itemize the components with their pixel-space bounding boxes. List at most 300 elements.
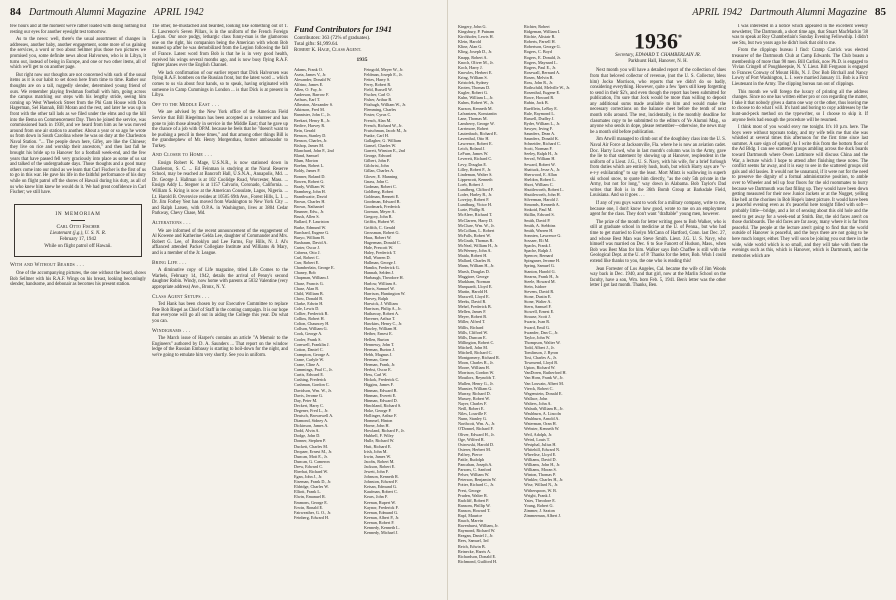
- contributor-name: Hamlin, Frederick G.: [364, 265, 400, 271]
- contributor-name: Cabrera, Otto J.: [294, 249, 321, 255]
- contributor-name: Hebb, Magnus J.: [364, 351, 393, 357]
- contributor-name: Maggiore, George: [458, 273, 489, 279]
- contributor-name: Oliver, Edward H., Jr.: [458, 431, 495, 437]
- contributor-name: Hinchland, Richard S.: [364, 402, 402, 408]
- contributor-name: Cole, Lewis D.: [294, 306, 320, 311]
- issue-month: APRIL 1942: [154, 7, 204, 18]
- contributor-name: Skillin, Edward S.: [524, 212, 555, 218]
- contributor-name: Boldy, James F.: [294, 168, 321, 174]
- contributor-name: Harrison, Philip A., Jr.: [364, 306, 402, 311]
- paragraph: One of the accompanying pictures, the one without the beard, shows Bob Sellmer with his R.A.F. Wings on his breast, looking becomingly slender, handsome, and debonair as becomes his present station.: [10, 270, 146, 288]
- paragraph: If any of you guys want to work for a military company, write to me, because one, I don't know how good, wrote to me on an employment agent for the class. They don't want "draftable" young men, however.: [590, 200, 726, 218]
- contributor-name: Brush, Allen S.: [294, 214, 320, 220]
- contributor-name: Stone, Walter A.: [524, 299, 552, 305]
- contributor-name: Hagerman, Donald C.: [364, 239, 401, 245]
- contributor-name: Vierck, Robert C.: [524, 385, 554, 391]
- contributor-name: Washburn, Arnold A.: [524, 416, 560, 422]
- contributor-name: Smith, Warren H.: [524, 227, 554, 233]
- contributor-name: Brady, William W.: [294, 183, 326, 189]
- contributor-name: Parsons, C. Sanford: [458, 467, 492, 473]
- contributor-name: Gansel, Charles W.: [364, 143, 397, 148]
- contributor-name: Shuttleworth, John H.: [524, 192, 561, 198]
- contributor-name: Laventhal, Otto H.: [458, 136, 490, 142]
- contributor-name: Millis, Richard: [458, 324, 484, 330]
- contributor-name: Mann, William H., Jr.: [458, 263, 495, 269]
- contributor-name: Townsend, Lloyd B.: [524, 360, 559, 366]
- contributor-name: Mills, Clifford W.: [458, 329, 488, 335]
- contributor-name: Lippencott, Kenneth: [458, 176, 493, 182]
- contributor-name: Field, Russell W.: [364, 86, 393, 92]
- contributor-name: Diamond, Sidney A.: [294, 418, 329, 424]
- contributor-name: Harrison, Huntington W.: [364, 290, 406, 296]
- contributor-name: Zimmer, J. Saxton: [524, 507, 555, 513]
- contributor-name: Foster, Cyrus C.: [364, 112, 392, 118]
- contributor-name: Stanton, Harold G.: [524, 268, 556, 274]
- contributor-name: Keenan, Robert F.: [364, 519, 395, 525]
- contributor-name: Russell, Dudley J.: [524, 115, 555, 121]
- contributor-name: Lansberry, George W.: [458, 120, 495, 126]
- contributor-name: Smith, David P.: [524, 217, 551, 223]
- paragraph: The March issue of Harper's contains an article "A Memoir to the Engineers" authored by D. A. Saunders ... That report on the window ledge of the Russian Embassy is starting to boil-down for the night, and we're going to emulate him very shortly. See you in uniform.: [152, 336, 288, 358]
- contributor-name: Stein, Isidore: [524, 283, 547, 289]
- contributor-name: Lane, Thomas M.: [458, 115, 488, 121]
- contributor-name: Yates, Theodore E.: [524, 497, 556, 503]
- contributor-name: Rauch, Marvin: [458, 518, 484, 524]
- left-column-1: [10, 24, 146, 600]
- contributor-name: Weird, Louis T.: [524, 436, 551, 442]
- contributor-name: Hinman, Edward B.: [364, 387, 398, 393]
- contributor-name: Todd, Albert J., Jr.: [524, 344, 555, 350]
- contributor-name: Robertson, George G.: [524, 44, 561, 50]
- contributor-name: Lafrantzen, Konstantin: [458, 110, 497, 116]
- contributor-name: Strause, Scott J.: [524, 314, 551, 320]
- contributor-name: Duckett, Charles M.: [294, 443, 328, 449]
- paragraph: Next month you will have a detailed report of the collection of dues from that beloved collector of revenue, (not the U. S. Collector, bless him) Jocko Morrison, who reports that we didn't do so badly, considering everything. However, quite a few 'ipers still keep forgetting to send in their $2's, and even though the report has been submitted for publication, I'm sure that Jock would be more than willing to deposit any additional sums made available to him and would make the necessary corrections on the balance sheet before the tenth of next month rolls around. The rest, incidentally, is the monthly deadline for classmates copy to be submitted to the editors of Ye Alumni Mag., so anyone who sends in dope, please remember—otherwise, the news may be a month old before publication.: [590, 68, 726, 135]
- contributor-name: Rogers, E. Donald, Jr.: [524, 54, 561, 60]
- contributor-name: Loeb, Robert J.: [458, 181, 484, 187]
- contributor-name: Maxwell, Lloyd E.: [458, 293, 490, 299]
- contributor-name: Taylor, John W.: [524, 334, 551, 340]
- contributor-name: Ravenhurst, William, Jr.: [458, 523, 499, 529]
- contributor-name: Neill, Robert E.: [458, 406, 485, 412]
- contributor-name: Washburn, A. Lincoln: [524, 411, 561, 417]
- contributor-name: Stowell, Ernest E.: [524, 309, 555, 315]
- total-gifts-stat: Total gifts: $1,999.64.: [294, 42, 339, 47]
- contributor-name: Irwin, James W.: [364, 453, 391, 459]
- contributor-name: Buxbaum, David A.: [294, 239, 328, 245]
- contributor-name: Donner, Stephen P.: [294, 438, 326, 444]
- page-number: 84: [10, 6, 21, 18]
- contributor-name: Wallace, John: [524, 395, 548, 401]
- contributor-name: Van Louvain, Albert M.: [524, 380, 564, 386]
- contributor-name: Higgins, James F.: [364, 382, 394, 388]
- right-running-head: [458, 6, 886, 20]
- contributor-name: Kuhn, William L., Jr.: [458, 95, 494, 101]
- contributor-name: Dodd, Alvin A.: [294, 428, 320, 434]
- contributor-name: Bullard, F. Lauriston: [294, 219, 329, 225]
- contributor-name: Moon, Charles R., Jr.: [458, 360, 494, 366]
- contributor-name: Seeley, Ralph H., Jr.: [524, 151, 559, 157]
- paragraph: Ted Hank has been chosen by our Executive Committee to replace Pete Bob Riegel as Chief of Staff in the coming campaign. It is our hope that everyone will go all out in aiding the College this year. Do what you can.: [152, 302, 288, 324]
- memoriam-rank: Lieutenant (j.g.), U. S. N. R.: [49, 230, 107, 236]
- contributor-name: Koch, Harry J.: [458, 64, 483, 70]
- paragraph: This month we will forego the luxury of printing all the address changes. Since no one has written either pro or con regarding the matter, I take it that nobody gives a damn one way or the other, thus leaving me to choose to do what I will. It's hard and boring to copy addresses by the hunt-and-peck method on the typewriter, so I choose to skip it. If anyone feels bad enough the procedure will be resumed.: [732, 89, 868, 123]
- contributor-name: Branthwaite, David: [294, 193, 327, 199]
- contributor-name: Beekart, Henry R., Jr.: [294, 117, 331, 123]
- contributor-name: McFalls, Robert W.: [458, 232, 491, 238]
- contributor-name: Goldman, Bennett E.: [364, 193, 400, 199]
- contributor-name: Lurie, Phillip R.: [458, 207, 486, 213]
- contributor-name: Rubin, Jack B.: [524, 100, 549, 106]
- contributor-name: Saunders, Donald K.: [524, 136, 559, 142]
- contributor-name: Potter, Richard C., Jr.: [458, 482, 495, 488]
- contributor-name: Lundburg, Victor H.: [458, 202, 493, 208]
- contributor-name: Hawkins, Henry C., Jr.: [364, 321, 403, 327]
- contributor-name: Kennedy, Kenneth L.: [364, 525, 400, 531]
- fund-title: Fund Contributors for 1941: [294, 24, 393, 34]
- contributor-name: Davidson, Wm. W., Jr.: [294, 387, 332, 393]
- contributor-name: Saunders, Dean A.: [524, 130, 556, 136]
- contributor-name: Ostrowski, Harold D.: [458, 441, 495, 447]
- contributor-name: Murray, Richard D.: [458, 390, 491, 396]
- contributor-name: Gnass, John C.: [364, 178, 390, 184]
- contributor-name: Kristofek, Sydney: [458, 80, 489, 86]
- contributor-name: Ranson, Howard T.: [458, 507, 491, 513]
- contributor-name: Dropaer, Ernest M., Jr.: [294, 448, 333, 454]
- contributor-name: Griffin, Hubert W.: [364, 219, 395, 225]
- contributor-name: Elwin, Emanuel R.: [294, 494, 326, 500]
- contributor-name: Cushing, Frederick: [294, 377, 327, 383]
- contributor-name: Jackson, Robert E.: [364, 463, 396, 469]
- contributor-name: Hubbell, F. Wiley: [364, 433, 394, 439]
- contributor-name: Pattle, Rudolph: [458, 456, 485, 462]
- contributor-name: Sinkoid, Paul M.: [524, 207, 553, 213]
- contributor-name: Kring, William S.: [458, 74, 488, 80]
- contributor-name: Funke, Carl H.: [364, 132, 389, 138]
- contributor-name: Kuhns, Robert W., Jr.: [458, 100, 494, 106]
- contributor-name: Osterer, Herbert M.: [458, 446, 491, 452]
- paragraph: The other, be-mustached and bearded, looking like something out of T. E. Lawrence's Seven Pillars, is in the uniform of the French Foreign Legion. Our once pudgy, lethargic class funny-man is the glamorous one on the right, his companion being the American with whom Bob teamed up after he was demobilized from the Legion following the fall of France. Latest word from Bob is that he is in very good health, received his wings several months ago, and is now busy flying R.A.F. fighter planes over the English Channel.: [152, 24, 288, 69]
- contributor-name: Chapman, William J.: [294, 275, 330, 281]
- contributor-name: Nunn, Stanley G.: [458, 416, 488, 422]
- class-notes-column-1: [590, 24, 726, 600]
- contributor-name: Brown, Nathaniel: [294, 204, 324, 210]
- contributor-name: Bedive, Harvey R.: [294, 122, 326, 128]
- contributor-name: Spinganer, Jerome H.: [524, 258, 561, 264]
- contributor-name: McCollum, L. Robert: [458, 227, 495, 233]
- contributor-name: Nayer, Charles F.: [458, 400, 488, 406]
- contributor-name: Larrimore, Robert: [458, 125, 489, 131]
- contributor-name: Mitchell, Richard C.: [458, 350, 493, 355]
- contributor-name: Pancahan, Joseph A.: [458, 462, 493, 468]
- contributor-name: Bonner, Roland D.: [294, 173, 326, 179]
- contributor-name: Bland, Samuel: [294, 153, 319, 159]
- contributor-name: Stearns, Frank H., Jr.: [524, 273, 560, 279]
- section-heading: With and Without Beards . . .: [10, 262, 84, 269]
- contributor-name: Waterman, Oran H.: [524, 421, 557, 427]
- memoriam-note: While on flight patrol off Hawaii.: [44, 243, 112, 249]
- contributor-name: Lautenbach, Richard E.: [458, 130, 498, 136]
- contributor-name: Adams, Frank O.: [294, 66, 323, 72]
- contributor-name: Hinman, Edward D.: [364, 397, 398, 403]
- contributor-name: Maida, Robert H.: [458, 253, 488, 259]
- class-numeral: 1936: [634, 28, 678, 54]
- contributor-name: Curtis, Edward E.: [294, 372, 325, 378]
- contributor-name: Heiber, Ernest E.: [364, 331, 393, 337]
- contributor-name: Allen, O. Fay, Jr.: [294, 86, 323, 92]
- contributor-name: Clarke, Edwin H.: [294, 300, 324, 306]
- contributor-name: Buryo, William B.: [294, 234, 325, 240]
- contributor-name: Keenan, Rupert W.: [364, 499, 396, 505]
- contributor-name: Serval, William H.: [524, 156, 556, 162]
- contributor-name: Raymond, Richard W.: [458, 528, 496, 534]
- contributor-name: Carl, Robert C.: [294, 255, 320, 261]
- contributor-name: Garrett, Winston E., 2nd: [364, 148, 405, 154]
- paragraph: Jim Atwill managed to climb out of the doughboy class into the U. S. Naval Air Force at Jacksonville, Fla. where he is now an aviation cadet. Doc. Harry Lowd, who in last month's column was in the Army, gave the lie to that statement by showing up at Hanover, resplendent in the uniform of a Lieut. J.G., U. S. Navy, with his wife, for a brief furlough from duties which are entirely hush, hush, but which Harry says are "v-e-r-y exhilarating" to say the least. Mort Mintz is wallowing in superb ski school snow, to quote him directly, "as the only 5th private in the Army, but not for long," way down in Alabama. Bob Taylor's Dad writes that Bob is in the 36th Bomb Group at Barksdale Field, Louisiana. And so it goes . . .: [590, 137, 726, 199]
- contributor-name: Deckert, Harry C.: [294, 402, 324, 408]
- contributor-name: Keenan, Albert P., Jr.: [364, 514, 400, 520]
- contributor-name: Drew, Edward C.: [294, 463, 324, 469]
- contributor-name: Wagenstein, Donald E.: [524, 390, 563, 396]
- contributor-name: Wright, Frank J.: [524, 492, 552, 498]
- secretary-line: Secretary, EDWARD T. CHAMBERLAIN JR.: [615, 53, 701, 59]
- contributor-name: Duncan, Mott E., Jr.: [294, 453, 328, 459]
- contributor-name: Morrison, Gordon W.: [458, 370, 495, 376]
- contributor-name: Deutsch, Brownwell A.: [294, 412, 334, 418]
- contributor-name: Bannister, John C., Jr.: [294, 112, 331, 118]
- contributor-list-a: [294, 67, 360, 536]
- paragraph: We are advised by the New York office of the American Field Service that Bill Riegelman has been accepted as a volunteer and has gone to join those already in service in the Middle East; that he gave up the chance of a job with OP.M. because he feels that he "doesn't want to be pushing a pencil in these times," and that among other things Bill is the grandnephew of Mr. Henry Morgenthau, former ambassador to Turkey.: [152, 110, 288, 149]
- contributor-name: Ferry, Robert R.: [364, 81, 392, 87]
- contributor-name: Cornwell, Franklin J.: [294, 341, 330, 347]
- contributor-name: Williams, David D.: [524, 456, 557, 462]
- contributor-name: Mellen, James F.: [458, 309, 487, 315]
- contributor-name: Hale, Prescott W.: [364, 244, 394, 250]
- contributor-name: Kling, Joseph D., Jr.: [458, 49, 493, 55]
- class-year: 1935: [356, 57, 368, 63]
- contributor-name: Millington, Robert C.: [458, 339, 495, 345]
- contributor-name: Montgomery, Richard R.: [458, 355, 500, 361]
- contributor-name: Kingsbury, P. Putnam: [458, 29, 495, 35]
- contributor-name: Kirchhofer, Lewis H.: [458, 34, 494, 40]
- contributor-name: Herman, Burton J.: [364, 346, 395, 352]
- contributor-name: Pelser, William W.: [458, 472, 490, 478]
- memoriam-heading: IN MEMORIAM: [55, 210, 101, 217]
- contributor-name: Gillan, Charles A.: [364, 168, 395, 174]
- contributor-name: Crane, Cline A.: [294, 362, 321, 368]
- contributor-name: Hinman, Everett E.: [364, 392, 397, 398]
- contributor-name: Hallman, George J.: [364, 260, 397, 266]
- right-page: [448, 0, 896, 600]
- contributor-name: McClure, Wm. W., Jr.: [458, 222, 495, 228]
- contributor-name: Shattuck, Jesse A., Jr.: [524, 166, 561, 172]
- contributor-name: Wheelise, Lloyd E.: [524, 451, 557, 457]
- contributor-name: Crane, Carlyle W.: [294, 356, 325, 362]
- contributor-name: Reich, Edwin B.: [458, 543, 486, 549]
- contributor-name: Witherspoon, W. B.: [524, 487, 557, 493]
- contributor-name: Spencer, Bernard: [524, 253, 553, 259]
- contributor-name: Marquardt, Lloyd E.: [458, 283, 493, 289]
- contributor-name: George, Edward: [364, 153, 392, 159]
- paragraph: I was interested in a notice which appeared in the excellent weekly newsletter, The Dartmouth, a short time ago, that Stuart MacMackin '38 was to speak at Roy Chamberlain's Sunday Evening Fellowship. I didn't see Stu, but two years ago he didn't look that old to me.: [732, 24, 868, 46]
- contributor-name: French, Richard W., Jr.: [364, 122, 403, 128]
- section-heading: Class Agent Setups . . .: [152, 293, 210, 300]
- contributor-name: Radcliff, Robert P.: [458, 497, 490, 503]
- contributor-name: Hathaway, Robert A.: [364, 311, 400, 317]
- contributor-name: Chow, Donald B.: [294, 295, 324, 301]
- contributor-name: Cook, George A.: [294, 331, 323, 337]
- contributor-name: Arthurs, Earl T.: [294, 97, 321, 103]
- contributor-name: Gregory, John R.: [364, 214, 393, 220]
- contributor-name: Flemming, Charles: [364, 107, 397, 113]
- paragraph: We are informed of the recent announcement of the engagement of Al Kowene and Katherine Gelda Lee, daughter of Commander and Mrs. Robert G. Lee, of Brooklyn and Lee Farms, Fay Hills, N. J. Al's affianced attended Packer Collegiate Institute and Williams & Mary, and is a member of the Jr. League.: [152, 228, 288, 256]
- contributor-name: Cummings, Paul C., Jr.: [294, 367, 333, 373]
- left-column-2: [152, 24, 288, 600]
- contributor-name: Knoch, Oliver M., Jr.: [458, 59, 494, 65]
- contributor-name: Palfrey, Pierce: [458, 451, 483, 457]
- contributor-name: Tomlinson, J. Byron: [524, 350, 559, 355]
- contributor-name: Lundberg, Clifford F.: [458, 187, 494, 192]
- contributor-name: Carr, Robert E.: [294, 260, 320, 266]
- contributor-name: Silverman, Harold J.: [524, 197, 559, 203]
- contributor-name: Meyer, Robert B.: [458, 314, 488, 320]
- paragraph: Ensign Robert K. Mage, U.S.N.R., is now stationed down in Charleston, S. C. ... Ed Feinman is studying at the Naval Reserve School, may be reached at Bancroft Hall, U.S.N.A., Annapolis, Md. ... Dr. George J. Hallman is at 102 Coolidge Road, Worcester, Mass. ... Ensign Addy L. Stegner is at 1157 Calvario, Coronado, California. ... William S. Kring is now at the American Consulate, Lagos, Nigeria. ... Lt. Harold B. Orvenvice resides at 10505 69th Ave., Forest Hills, L. I. ... Dr. Jim Forbey Yest has moved from Washington to New York City ... and Ralph Larsen, with O.P.A. in Washington, lives at 3804 Cedar Parkway, Chevy Chase, Md.: [152, 161, 288, 217]
- contributor-name: Klein, Harold: [458, 39, 482, 45]
- contributor-name: Scott, Norman F.: [524, 146, 553, 152]
- contributor-name: Niles, Louville F.: [458, 411, 488, 417]
- contributor-name: Rule, Raymond L.: [524, 110, 555, 116]
- contributor-name: Cushman, Gordon C.: [294, 382, 330, 388]
- contributor-name: Reagan, Daniel J., Jr.: [458, 533, 494, 539]
- contributor-name: Markham, Norman: [458, 278, 491, 284]
- contributor-name: Emmons, George E.: [294, 499, 328, 505]
- contributor-name: Kingery, John G.: [458, 24, 487, 29]
- contributor-name: Young, Robert G.: [524, 502, 554, 508]
- contributor-name: Pruden, Walter R.: [458, 492, 488, 498]
- contributor-name: Richmond, Guilford H.: [458, 558, 498, 564]
- contributor-name: Godman, Robert C.: [364, 183, 397, 189]
- contributor-name: Rogers, C. Boyd: [524, 49, 552, 55]
- contributor-name: Fischer, Carl O.: [364, 92, 391, 98]
- contributor-name: Gorman, Meyer A.: [364, 209, 396, 215]
- section-heading: Off to the Middle East . . .: [152, 101, 220, 108]
- contributor-name: Colton, Chauncey H.: [294, 321, 330, 327]
- contributor-name: Lawrence, Robert E.: [458, 141, 493, 147]
- contributor-name: Fisher, Arthur B.: [364, 97, 393, 103]
- contributor-name: Rogers, Maynard L.: [524, 59, 558, 65]
- contributor-name: Peterson, Benjamin W.: [458, 477, 497, 483]
- fund-contributors-column: [294, 24, 430, 600]
- contributor-name: Reinecke, Harris A.: [458, 548, 492, 554]
- contributor-name: Kears, John F.: [364, 494, 388, 500]
- magazine-title: Dartmouth Alumni Magazine: [29, 7, 147, 18]
- contributor-name: VanDoren, Rutherford H.: [524, 370, 567, 376]
- contributor-name: Fettes, Harry S.: [364, 76, 391, 82]
- contributor-name: Atkinson, Fred M.: [294, 107, 325, 113]
- issue-month: APRIL 1942: [692, 7, 742, 18]
- left-running-head: [10, 6, 437, 20]
- contributor-name: Fitzhugh, William W., Jr.: [364, 102, 406, 108]
- section-heading: And Closer to Home . . .: [152, 152, 213, 159]
- contributor-name: Whitehill, Edward N.: [524, 446, 561, 452]
- contributor-name: Zimmerman, Albert J.: [524, 513, 561, 518]
- contributor-name: Schneider, Richard C.: [524, 141, 561, 147]
- contributor-name: Hoke, George P.: [364, 407, 392, 413]
- contributor-name: Harvey, Ralph: [364, 295, 389, 301]
- contributor-name: Mehel, Frederick B.: [458, 304, 492, 310]
- section-heading: Alterations . . .: [152, 220, 191, 226]
- contributor-name: Van Horn, Frank W., Jr.: [524, 375, 564, 381]
- contributor-name: Roberts, Parsell H.: [524, 39, 556, 45]
- contributor-name: Leich, Roland J.: [458, 146, 486, 152]
- contributor-name: Jewett, John F.: [364, 469, 389, 474]
- contributor-name: Degener, Fred L., Jr.: [294, 407, 329, 413]
- contributor-name: Sonnien, Lawrence G.: [524, 232, 562, 238]
- contributor-name: Goodmark, Frederick: [364, 204, 401, 210]
- contributor-name: Hess, Carl W.: [364, 372, 388, 378]
- contributor-name: Webster, Kenneth W.: [524, 426, 560, 432]
- contributor-name: Keisan, Edmund G.: [364, 484, 398, 490]
- contributor-name: Sheldon, Robert L.: [524, 176, 556, 182]
- contributor-name: McGrath, Thomas R.: [458, 237, 494, 243]
- contributor-name: Hellen, Burton: [364, 336, 389, 342]
- section-heading: Bring Life . . .: [152, 259, 187, 266]
- contributor-name: Kaufman, Robert C.: [364, 489, 398, 495]
- contributor-name: Mullen, Henry G., Jr.: [458, 380, 494, 386]
- contributor-name: Mussey, Robert W.: [458, 395, 490, 401]
- contributor-name: Winton, Thomas P.: [524, 472, 556, 478]
- contributor-name: Bishop, James M.: [294, 143, 325, 148]
- contributor-name: Kurzon, Kenneth M.: [458, 105, 493, 111]
- contributor-name: Loder, Harley B., Jr.: [458, 192, 493, 198]
- contributor-name: Eiseman, Frank D., Jr.: [294, 479, 332, 485]
- class-heading: [590, 26, 726, 53]
- contributor-name: Ridgeman, William I.: [524, 29, 561, 35]
- contributor-name: Harbaugh, Theodore H.: [364, 275, 404, 281]
- contributor-name: Egan, John J., Jr.: [294, 474, 323, 480]
- contributor-name: Shuttleworth, Robert L.: [524, 187, 564, 192]
- contributor-name: Herman, Gene: [364, 356, 389, 362]
- contributor-name: Knowles, Herbert E.: [458, 69, 493, 75]
- contributor-name: Crampton, George A.: [294, 351, 330, 357]
- contributor-name: Collins, Robert H.: [294, 316, 325, 322]
- contributor-name: Feingold, Meyer W., Jr.: [364, 66, 404, 72]
- paragraph: From the clippings bureau I find: Cramp Carrick was elected treasurer of the Dartmouth Club at Camp Edwards. The Club boasts a membership of more than 90 men. Bill Carlisk, now Ph.D. is engaged to Vivian Cringell of Poughkeepsie, N. Y. Lieut. Bill Ferguson is engaged to Frances Conway of Mount Hills, N. J. Doc Bob Birchall and Nancy Lowry of Port Washington, L. I. were married January 11. Bob is a First Lieutenant in the Army. The clipping bureau ran out of clippings.: [732, 48, 868, 87]
- contributor-name: Hall, Warren D.: [364, 255, 391, 261]
- contributor-name: Lindeman, Walter S.: [458, 171, 493, 177]
- contributor-name: Carter, Oscar J.: [294, 244, 320, 250]
- contributor-name: Steele, Howard M.: [524, 278, 556, 284]
- contributor-name: Brunner, Edw., Jr.: [294, 209, 325, 215]
- contributor-name: Walters, John A.: [524, 400, 552, 406]
- contributor-name: Prest, George: [458, 487, 481, 493]
- contributor-name: Benson, Stanley D.: [294, 132, 327, 138]
- contributor-name: Mills, Duncan E.: [458, 334, 487, 340]
- paragraph: As to the news: well, there's the usual assortment of changes in addresses, another baby, another engagement, some more of us gaining the services, a word or two about Sellmer plus those two pictures we promised you, some definite news about Halvorsen, who is in Libya, it turns out, instead of being in Europe, and one or two other items, all of which we'll get to on another page.: [10, 37, 146, 71]
- contributor-name: Blanchard, John F., 2nd: [294, 148, 334, 154]
- contributor-name: Elliott, Frank L.: [294, 489, 321, 495]
- contributor-name: Chase, Francis G.: [294, 280, 324, 286]
- contributor-name: Day, Peter M.: [294, 397, 318, 403]
- contributor-name: Swartz, Ivan R.: [524, 319, 551, 325]
- contributor-name: Swander, Dan C., Jr.: [524, 329, 559, 335]
- contributor-name: Ruefflein, LeRoy E.: [524, 105, 558, 111]
- contributor-name: Hommel, Hinton: [364, 418, 393, 424]
- contributor-name: Dodge, John D.: [294, 433, 321, 439]
- contributor-name: Johnson, Kenneth R.: [364, 474, 399, 480]
- contributor-name: Lovejoy, Robert F.: [458, 197, 490, 203]
- contributor-name: Munster, William G.: [458, 385, 493, 391]
